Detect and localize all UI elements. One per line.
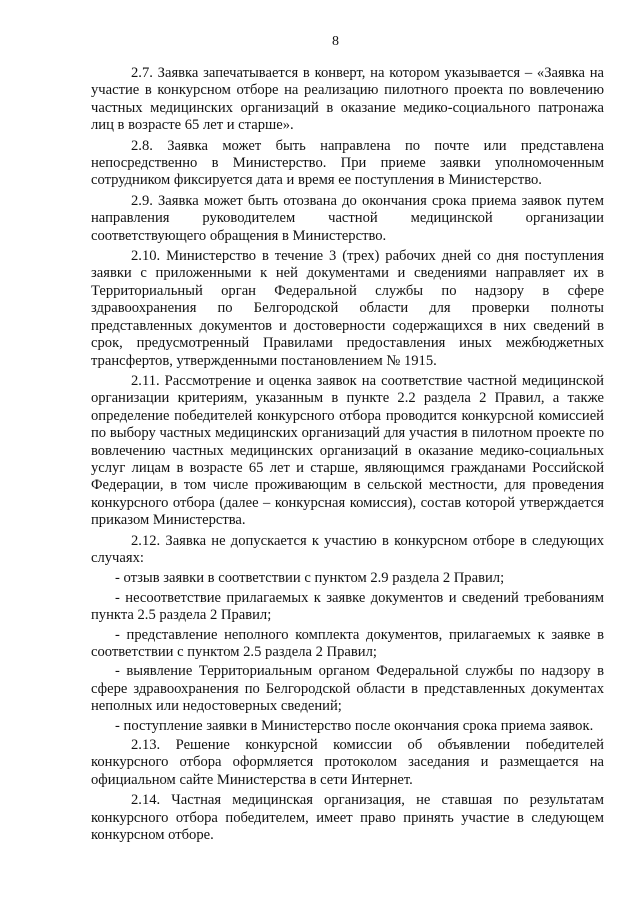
list-item: - несоответствие прилагаемых к заявке документов и сведений требованиям пункта 2.5 раздела 2 Правил;	[91, 589, 604, 624]
paragraph-2-11: 2.11. Рассмотрение и оценка заявок на соответствие частной медицинской организации критериям, указанным в пункте 2.2 раздела 2 Правил, а также определение победителей конкурсного отбора проводится конкурсной комиссией по выбору частных медицинских организаций для участия в пилотном проекте по вовлечению частных медицинских организаций в оказание медико-социальных услуг лицам в возрасте 65 лет и старше, являющимся гражданами Российской Федерации, в том числе проживающим в сельской местности, для проведения конкурсного отбора (далее – конкурсная комиссия), состав которой утверждается приказом Министерства.	[91, 372, 604, 529]
list-item: - поступление заявки в Министерство после окончания срока приема заявок.	[115, 717, 594, 734]
paragraph-2-14: 2.14. Частная медицинская организация, не ставшая по результатам конкурсного отбора победителем, имеет право принять участие в следующем конкурсном отборе.	[91, 792, 604, 844]
paragraph-2-7: 2.7. Заявка запечатывается в конверт, на котором указывается – «Заявка на участие в конкурсном отборе на реализацию пилотного проекта по вовлечению частных медицинских организаций в оказание медико-социального патронажа лиц в возрасте 65 лет и старше».	[91, 65, 604, 134]
list-item: - представление неполного комплекта документов, прилагаемых к заявке в соответствии с пунктом 2.5 раздела 2 Правил;	[91, 626, 604, 660]
paragraph-2-10: 2.10. Министерство в течение 3 (трех) рабочих дней со дня поступления заявки с приложенными к ней документами и сведениями направляет их в Территориальный орган Федеральной службы по надзору в сфере здравоохранения по Белгородской области для проверки полноты представленных документов и достоверности содержащихся в них сведений в срок, предусмотренный Правилами предоставления иных межбюджетных трансфертов, утвержденными постановлением № 1915.	[91, 248, 604, 369]
page-number: 8	[332, 34, 339, 49]
paragraph-2-8: 2.8. Заявка может быть направлена по почте или представлена непосредственно в Министерство. При приеме заявки уполномоченным сотрудником фиксируется дата и время ее поступления в Министерство.	[91, 137, 604, 189]
list-item: - отзыв заявки в соответствии с пунктом 2.9 раздела 2 Правил;	[115, 570, 505, 587]
paragraph-2-13: 2.13. Решение конкурсной комиссии об объявлении победителей конкурсного отбора оформляется протоколом заседания и размещается на официальном сайте Министерства в сети Интернет.	[91, 737, 604, 788]
paragraph-2-9: 2.9. Заявка может быть отозвана до окончания срока приема заявок путем направления руководителем частной медицинской организации соответствующего обращения в Министерство.	[91, 192, 604, 244]
paragraph-2-12: 2.12. Заявка не допускается к участию в конкурсном отборе в следующих случаях:	[91, 532, 604, 566]
list-item: - выявление Территориальным органом Федеральной службы по надзору в сфере здравоохранения по Белгородской области в представленных документах неполных или недостоверных сведений;	[91, 663, 604, 715]
